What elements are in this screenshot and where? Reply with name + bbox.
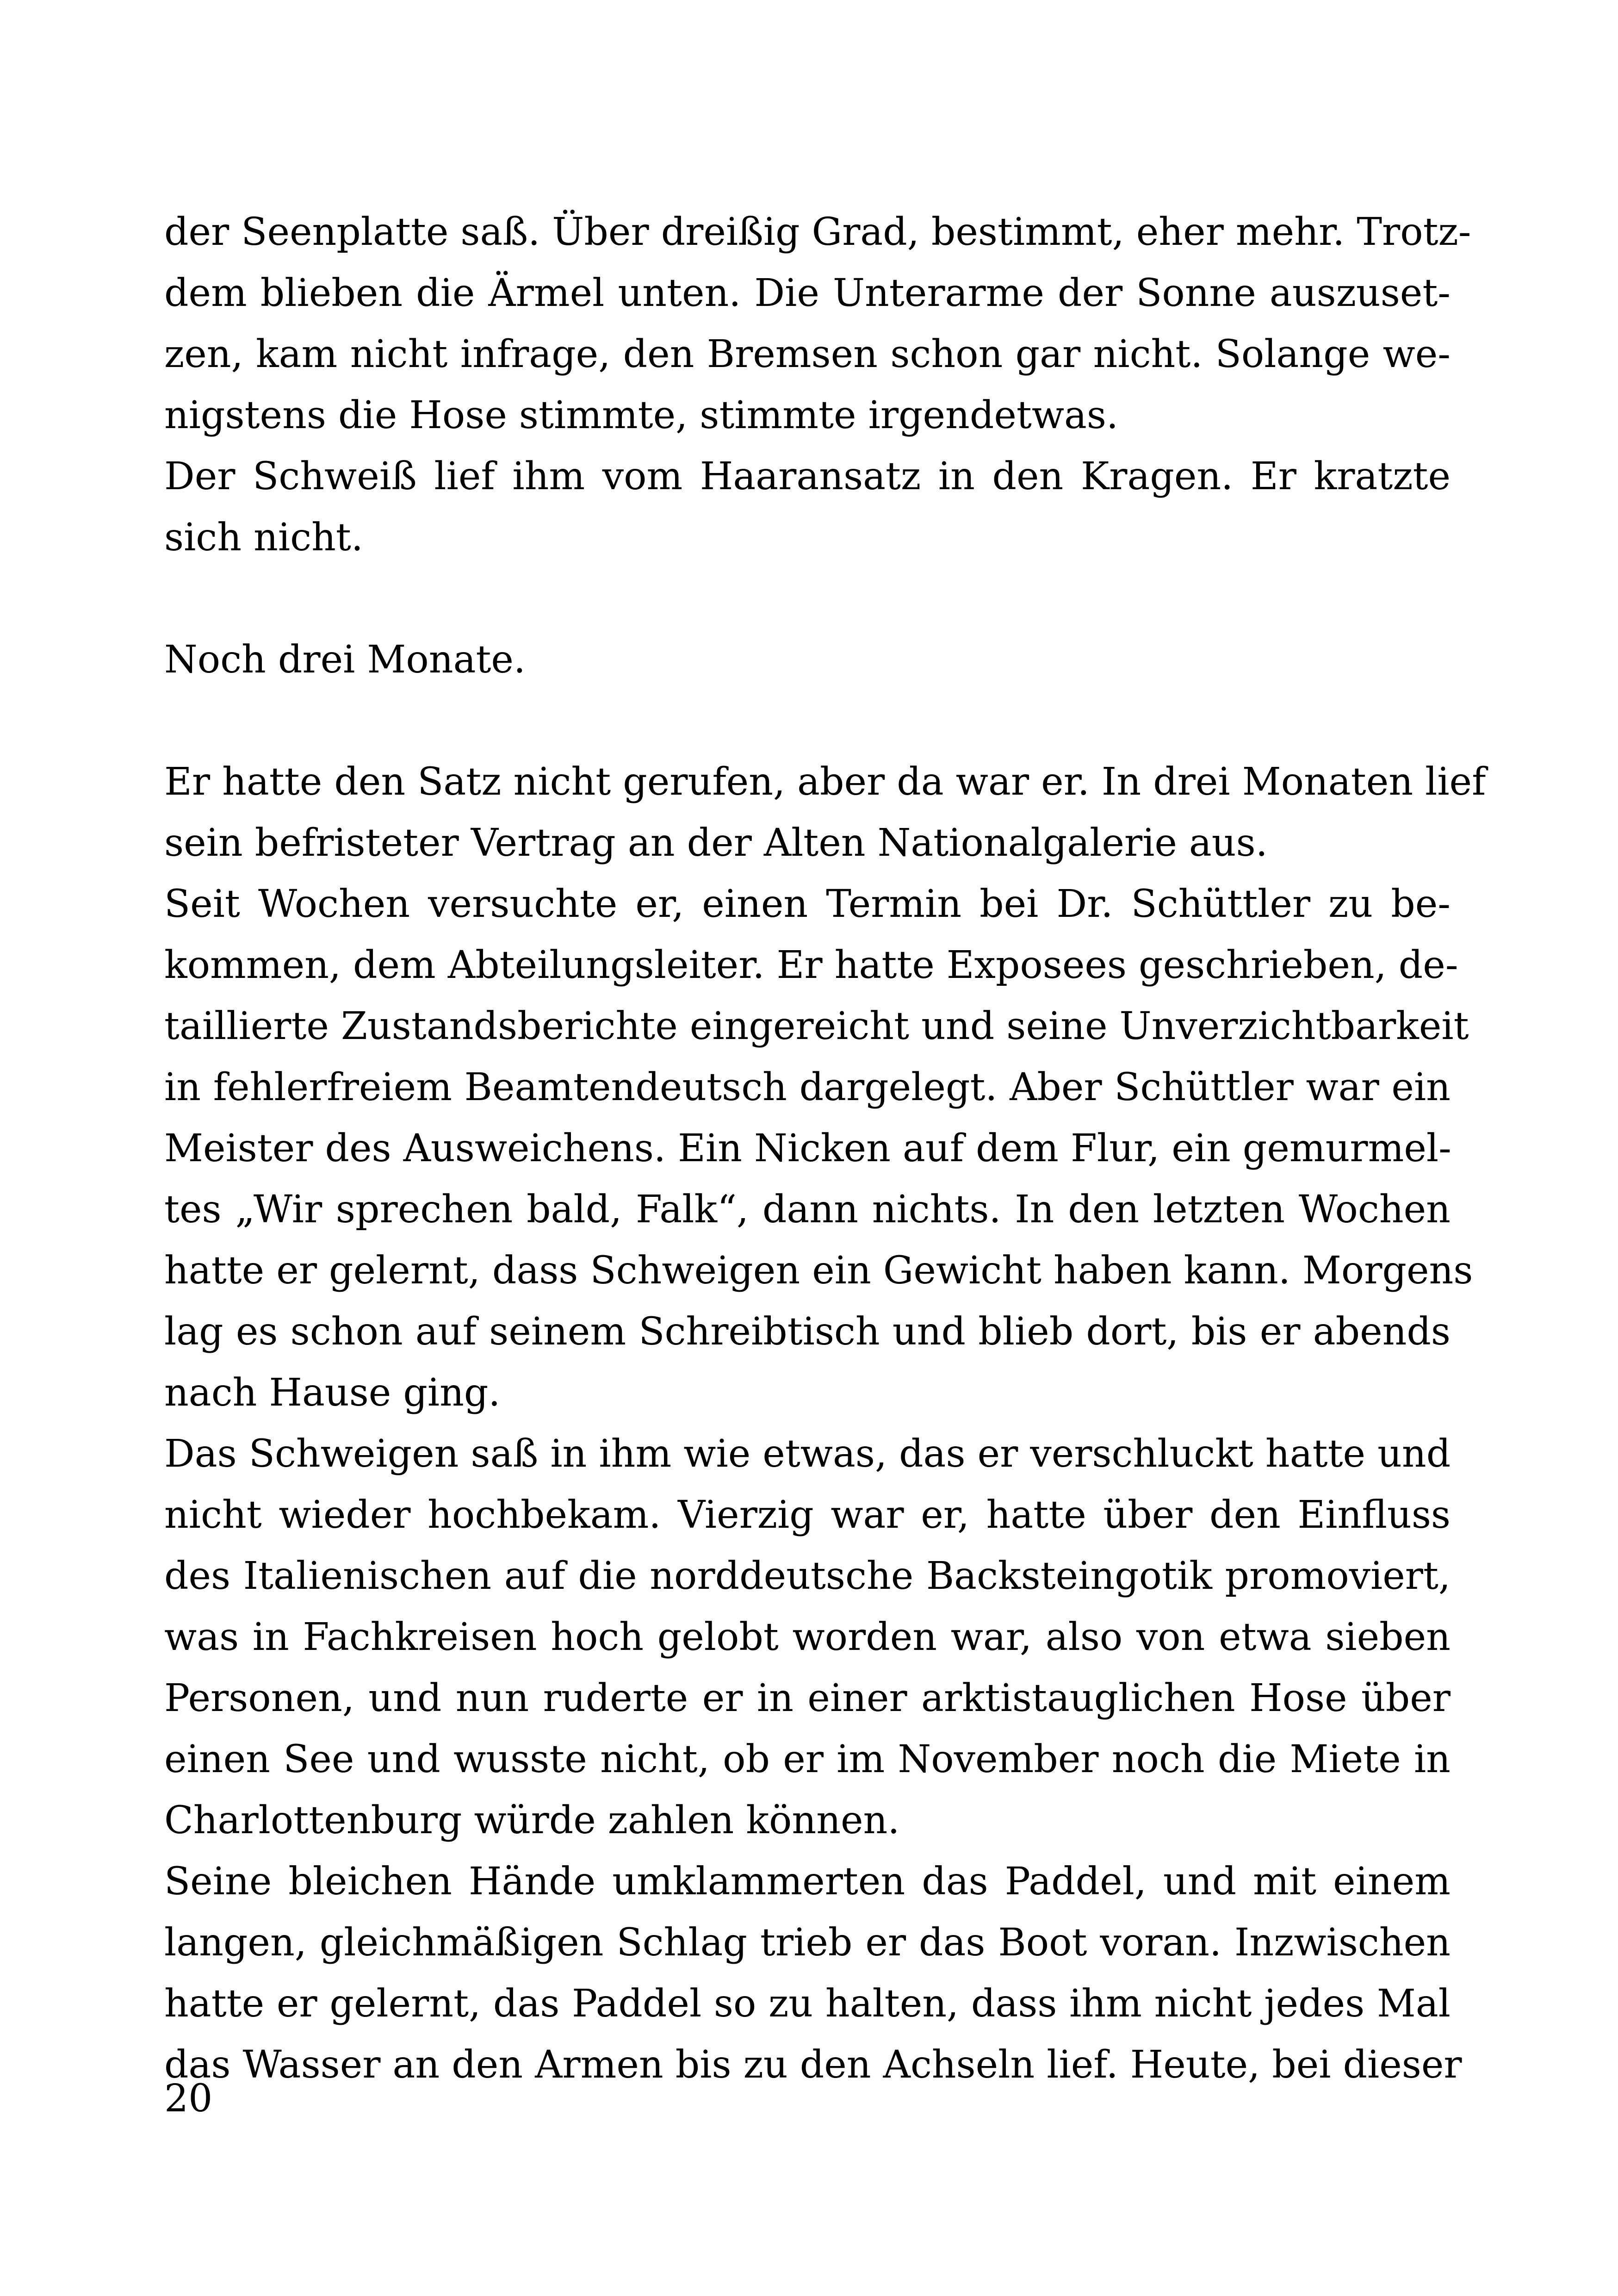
text-line: dem blieben die Ärmel unten. Die Unterarme der Sonne auszuset- xyxy=(164,271,1451,315)
text-line: des Italienischen auf die norddeutsche Backsteingotik promoviert, xyxy=(164,1554,1451,1598)
text-line: sein befristeter Vertrag an der Alten Nationalgalerie aus. xyxy=(164,821,1268,865)
page-number: 20 xyxy=(164,2077,213,2121)
text-line: einen See und wusste nicht, ob er im November noch die Miete in xyxy=(164,1737,1451,1781)
text-line: kommen, dem Abteilungsleiter. Er hatte Exposees geschrieben, de- xyxy=(164,943,1458,987)
paragraph-4 xyxy=(164,752,1486,874)
text-line: der Seenplatte saß. Über dreißig Grad, bestimmt, eher mehr. Trotz- xyxy=(164,210,1471,254)
text-line: Der Schweiß lief ihm vom Haaransatz in den Kragen. Er kratzte xyxy=(164,454,1451,498)
text-line: tes „Wir sprechen bald, Falk“, dann nichts. In den letzten Wochen xyxy=(164,1188,1451,1232)
paragraph-2 xyxy=(164,446,1451,568)
paragraph-5 xyxy=(164,874,1473,1424)
text-line: was in Fachkreisen hoch gelobt worden war, also von etwa sieben xyxy=(164,1615,1451,1659)
text-line: sich nicht. xyxy=(164,516,363,560)
paragraph-1 xyxy=(164,202,1471,446)
text-line: nigstens die Hose stimmte, stimmte irgendetwas. xyxy=(164,393,1119,437)
text-line: nicht wieder hochbekam. Vierzig war er, hatte über den Einfluss xyxy=(164,1493,1451,1537)
text-line: Er hatte den Satz nicht gerufen, aber da war er. In drei Monaten lief xyxy=(164,760,1486,804)
text-line: Charlottenburg würde zahlen können. xyxy=(164,1798,900,1842)
text-line: Personen, und nun ruderte er in einer arktistauglichen Hose über xyxy=(164,1676,1451,1720)
text-line: taillierte Zustandsberichte eingereicht und seine Unverzichtbarkeit xyxy=(164,1004,1469,1048)
text-line: Seit Wochen versuchte er, einen Termin bei Dr. Schüttler zu be- xyxy=(164,882,1451,926)
text-line: zen, kam nicht infrage, den Bremsen schon gar nicht. Solange we- xyxy=(164,332,1451,376)
text-line: in fehlerfreiem Beamtendeutsch dargelegt. Aber Schüttler war ein xyxy=(164,1065,1451,1109)
text-line: Seine bleichen Hände umklammerten das Paddel, und mit einem xyxy=(164,1860,1451,1904)
text-line: hatte er gelernt, dass Schweigen ein Gewicht haben kann. Morgens xyxy=(164,1249,1473,1293)
paragraph-6 xyxy=(164,1424,1451,1851)
text-line: Das Schweigen saß in ihm wie etwas, das er verschluckt hatte und xyxy=(164,1432,1451,1476)
text-line: hatte er gelernt, das Paddel so zu halten, dass ihm nicht jedes Mal xyxy=(164,1982,1451,2026)
text-line: Meister des Ausweichens. Ein Nicken auf dem Flur, ein gemurmel- xyxy=(164,1126,1451,1170)
text-line: langen, gleichmäßigen Schlag trieb er das Boot voran. Inzwischen xyxy=(164,1921,1451,1965)
text-line: das Wasser an den Armen bis zu den Achseln lief. Heute, bei dieser xyxy=(164,2043,1462,2087)
text-line: Noch drei Monate. xyxy=(164,638,526,682)
text-line: nach Hause ging. xyxy=(164,1371,501,1415)
text-line: lag es schon auf seinem Schreibtisch und blieb dort, bis er abends xyxy=(164,1310,1451,1354)
paragraph-3 xyxy=(164,629,1451,691)
paragraph-7 xyxy=(164,1851,1462,2096)
